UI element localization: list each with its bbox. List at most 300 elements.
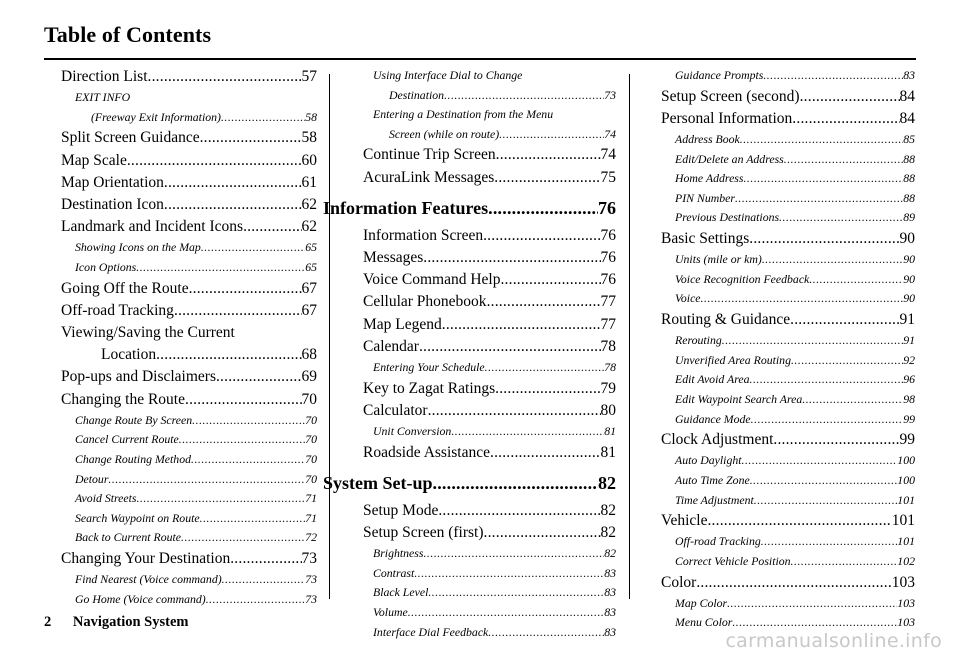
dot-leader (809, 270, 903, 290)
dot-leader (433, 470, 598, 496)
toc-subentry (61, 411, 317, 431)
toc-entry (61, 389, 317, 411)
toc-page-number: 103 (897, 615, 915, 630)
dot-leader (408, 603, 604, 623)
toc-subentry (61, 528, 317, 548)
dot-leader (751, 410, 904, 430)
toc-page-number: 71 (305, 491, 317, 506)
dot-leader (735, 189, 903, 209)
toc-subentry (661, 169, 915, 189)
toc-subentry (661, 410, 915, 430)
toc-page-number: 78 (600, 337, 616, 355)
toc-entry-title: Entering Your Schedule (373, 360, 485, 374)
toc-entry (343, 269, 616, 291)
toc-page-number: 73 (305, 572, 317, 587)
toc-section-heading (323, 470, 616, 496)
dot-leader (791, 552, 898, 572)
dot-leader (750, 471, 898, 491)
toc-entry-title: Black Level (373, 585, 429, 600)
toc-subentry (343, 564, 616, 584)
toc-entry (343, 167, 616, 189)
dot-leader (201, 238, 305, 258)
toc-entry-title: Entering a Destination from the Menu (373, 107, 554, 122)
toc-entry-title: Screen (while on route) (389, 126, 500, 141)
toc-column-2 (323, 66, 616, 642)
dot-leader (762, 250, 903, 270)
toc-page-number: 83 (604, 604, 616, 619)
toc-entry-title: Off-road Tracking (675, 534, 761, 549)
dot-leader (740, 130, 903, 150)
toc-subentry (661, 208, 915, 228)
toc-entry (61, 548, 317, 570)
dot-leader (727, 594, 897, 614)
dot-leader (200, 509, 306, 529)
page-title: Table of Contents (44, 22, 212, 47)
dot-leader (136, 258, 305, 278)
toc-page-number: 68 (301, 346, 317, 364)
toc-page-number: 71 (305, 510, 317, 525)
toc-subentry (61, 489, 317, 509)
toc-entry-title: Routing & Guidance (661, 310, 791, 328)
toc-entry (343, 378, 616, 400)
toc-entry (61, 278, 317, 300)
toc-entry (61, 366, 317, 388)
column-divider (629, 74, 630, 599)
toc-entry (343, 144, 616, 166)
toc-entry-title: Personal Information (661, 109, 793, 127)
toc-subentry (661, 451, 915, 471)
toc-page-number: 88 (903, 151, 915, 166)
toc-subentry (61, 570, 317, 590)
toc-entry (61, 344, 317, 366)
toc-page-number: 73 (604, 87, 616, 102)
toc-page-number: 103 (891, 573, 915, 591)
toc-entry (61, 172, 317, 194)
toc-page-number: 84 (899, 87, 915, 105)
toc-entry-title: Changing the Route (61, 390, 185, 408)
toc-entry-title: Landmark and Incident Icons (61, 218, 244, 236)
toc-entry-title: Cellular Phonebook (363, 293, 487, 311)
dot-leader (490, 442, 601, 464)
toc-page-number: 91 (903, 333, 915, 348)
toc-subentry (343, 66, 616, 86)
toc-entry (61, 194, 317, 216)
toc-page-number: 70 (305, 432, 317, 447)
dot-leader (438, 500, 600, 522)
toc-page-number: 77 (600, 293, 616, 311)
toc-entry (661, 86, 915, 108)
toc-page-number: 61 (301, 173, 317, 191)
toc-entry-title: Unverified Area Routing (675, 352, 791, 367)
toc-entry-title: Guidance Mode (675, 411, 751, 426)
toc-page-number: 100 (897, 472, 915, 487)
footer-section-title: Navigation System (72, 614, 189, 630)
toc-entry-title: Setup Screen (second) (661, 87, 800, 105)
toc-subentry (343, 623, 616, 643)
toc-page-number: 69 (301, 368, 317, 386)
toc-page-number: 89 (903, 210, 915, 225)
dot-leader (784, 150, 903, 170)
toc-page-number: 83 (903, 68, 915, 82)
toc-entry (343, 500, 616, 522)
toc-page-number: 88 (903, 171, 915, 186)
toc-entry-title: Key to Zagat Ratings (363, 379, 496, 397)
toc-page-number: 80 (600, 401, 616, 419)
toc-entry-title: Setup Mode (363, 501, 439, 519)
toc-entry-title: Location (101, 346, 157, 364)
toc-entry-title: Brightness (373, 546, 424, 561)
toc-entry (61, 322, 317, 344)
toc-entry-title: PIN Number (675, 190, 735, 205)
dot-leader (722, 331, 903, 351)
toc-page-number: 103 (897, 595, 915, 610)
toc-entry-title: Units (mile or km) (675, 252, 762, 267)
toc-entry-title: Interface Dial Feedback (373, 624, 489, 639)
dot-leader (750, 370, 904, 390)
toc-entry-title: EXIT INFO (75, 90, 131, 105)
dot-leader (179, 430, 305, 450)
toc-entry-title: Changing Your Destination (61, 549, 231, 567)
toc-entry (343, 522, 616, 544)
toc-entry-title: Back to Current Route (75, 530, 182, 545)
toc-subentry (661, 370, 915, 390)
toc-page-number: 70 (301, 390, 317, 408)
toc-subentry (61, 430, 317, 450)
toc-page-number: 60 (301, 151, 317, 169)
dot-leader (221, 108, 305, 128)
toc-page-number: 99 (899, 431, 915, 449)
toc-entry-title: Messages (363, 248, 424, 266)
dot-leader (484, 522, 601, 544)
toc-subentry (661, 66, 915, 86)
toc-page-number: 76 (598, 197, 616, 218)
toc-page-number: 85 (903, 132, 915, 146)
toc-entry-title: Go Home (Voice command) (75, 591, 206, 606)
toc-subentry (61, 258, 317, 278)
toc-page-number: 101 (897, 492, 915, 507)
page-footer (44, 614, 188, 631)
column-divider (329, 74, 330, 599)
dot-leader (230, 548, 301, 570)
toc-subentry (343, 86, 616, 106)
dot-leader (419, 336, 601, 358)
toc-entry-title: Detour (75, 471, 109, 486)
toc-page-number: 83 (604, 565, 616, 580)
dot-leader (442, 314, 601, 336)
dot-leader (792, 108, 899, 130)
toc-entry-title: Map Legend (363, 315, 442, 333)
dot-leader (754, 491, 898, 511)
toc-page-number: 76 (600, 248, 616, 266)
toc-page-number: 70 (305, 471, 317, 486)
toc-subentry (661, 351, 915, 371)
toc-entry-title: Change Route By Screen (75, 412, 193, 427)
toc-page-number: 88 (903, 190, 915, 205)
toc-entry-title: Off-road Tracking (61, 301, 174, 319)
dot-leader (216, 366, 302, 388)
toc-entry-title: Contrast (373, 565, 415, 580)
dot-leader (743, 169, 903, 189)
toc-entry-title: Continue Trip Screen (363, 146, 496, 164)
toc-entry (661, 228, 915, 250)
toc-entry-title: Destination (389, 87, 445, 102)
dot-leader (696, 572, 891, 594)
toc-page-number: 58 (305, 109, 317, 124)
toc-page-number: 101 (897, 534, 915, 549)
toc-page-number: 90 (899, 229, 915, 247)
toc-subentry (661, 390, 915, 410)
dot-leader (494, 167, 600, 189)
toc-entry-title: Roadside Assistance (363, 443, 490, 461)
toc-entry-title: Search Waypoint on Route (75, 510, 200, 525)
toc-subentry (343, 544, 616, 564)
toc-subentry (661, 189, 915, 209)
toc-subentry (61, 88, 317, 108)
toc-page-number: 75 (600, 168, 616, 186)
toc-subentry (661, 289, 915, 309)
toc-entry-title: Correct Vehicle Position (675, 553, 791, 568)
toc-subentry (61, 470, 317, 490)
toc-page-number: 90 (903, 291, 915, 306)
toc-entry (661, 429, 915, 451)
dot-leader (742, 451, 898, 471)
toc-page-number: 78 (604, 360, 616, 374)
toc-subentry (661, 552, 915, 572)
toc-subentry (661, 150, 915, 170)
toc-entry (343, 247, 616, 269)
toc-subentry (343, 603, 616, 623)
toc-subentry (661, 471, 915, 491)
toc-entry-title: Unit Conversion (373, 424, 452, 438)
toc-page-number: 81 (600, 443, 616, 461)
toc-subentry (343, 583, 616, 603)
dot-leader (164, 172, 302, 194)
dot-leader (444, 86, 604, 106)
toc-entry-title: Edit Waypoint Search Area (675, 391, 803, 406)
toc-entry-title: Information Screen (363, 226, 484, 244)
toc-entry-title: Rerouting (675, 333, 722, 348)
toc-entry-title: Menu Color (675, 615, 733, 630)
dot-leader (779, 208, 903, 228)
dot-leader (483, 225, 600, 247)
toc-entry-title: Voice Command Help (363, 271, 501, 289)
toc-entry-title: Avoid Streets (75, 491, 137, 506)
toc-page-number: 91 (899, 310, 915, 328)
toc-section-heading (323, 195, 616, 221)
toc-subentry (61, 590, 317, 610)
toc-entry-title: AcuraLink Messages (363, 168, 495, 186)
dot-leader (181, 528, 305, 548)
toc-entry (343, 291, 616, 313)
toc-entry (343, 225, 616, 247)
dot-leader (761, 532, 898, 552)
toc-page-number: 102 (897, 553, 915, 568)
dot-leader (243, 216, 301, 238)
toc-entry-title: Viewing/Saving the Current (61, 324, 235, 341)
toc-entry (343, 314, 616, 336)
toc-subentry (661, 331, 915, 351)
toc-page-number: 73 (301, 549, 317, 567)
toc-page-number: 74 (600, 146, 616, 164)
dot-leader (206, 590, 305, 610)
toc-subentry (661, 594, 915, 614)
toc-entry (343, 442, 616, 464)
toc-column-1 (61, 66, 317, 609)
toc-page-number: 99 (903, 411, 915, 426)
dot-leader (488, 195, 598, 221)
toc-entry-title: Icon Options (75, 260, 137, 274)
toc-entry (61, 127, 317, 149)
watermark: carmanualsonline.info (725, 630, 942, 652)
dot-leader (185, 389, 302, 411)
toc-page-number: 67 (301, 279, 317, 297)
toc-subentry (661, 130, 915, 150)
toc-page-number: 62 (301, 218, 317, 236)
toc-entry-title: Direction List (61, 68, 148, 85)
dot-leader (451, 422, 604, 442)
toc-entry (661, 510, 915, 532)
dot-leader (773, 429, 899, 451)
toc-entry-title: Calculator (363, 401, 428, 419)
toc-entry-title: Destination Icon (61, 196, 164, 213)
dot-leader (127, 150, 302, 172)
toc-page-number: 67 (301, 301, 317, 319)
dot-leader (192, 411, 305, 431)
toc-entry-title: Previous Destinations (675, 210, 780, 225)
toc-subentry (343, 105, 616, 125)
toc-subentry (61, 238, 317, 258)
dot-leader (148, 66, 302, 88)
toc-page-number: 76 (600, 271, 616, 289)
toc-subentry (343, 422, 616, 442)
dot-leader (487, 291, 601, 313)
dot-leader (200, 127, 302, 149)
toc-page-number: 70 (305, 412, 317, 427)
toc-entry (661, 572, 915, 594)
toc-entry-title: Change Routing Method (75, 452, 191, 466)
toc-subentry (661, 250, 915, 270)
dot-leader (485, 358, 605, 378)
toc-column-3 (661, 66, 915, 633)
dot-leader (496, 144, 601, 166)
toc-entry (661, 309, 915, 331)
toc-page-number: 83 (604, 585, 616, 600)
toc-page-number: 82 (600, 524, 616, 541)
toc-page-number: 81 (604, 424, 616, 438)
toc-page-number: 84 (899, 109, 915, 127)
dot-leader (191, 450, 305, 470)
toc-subentry (61, 509, 317, 529)
toc-entry-title: Color (661, 573, 697, 591)
toc-page-number: 82 (600, 501, 616, 519)
dot-leader (164, 194, 302, 216)
toc-entry-title: Edit Avoid Area (675, 372, 750, 387)
dot-leader (108, 470, 305, 490)
toc-entry (61, 66, 317, 88)
dot-leader (707, 510, 891, 532)
toc-page-number: 70 (305, 452, 317, 466)
title-rule (44, 58, 916, 60)
toc-entry-title: Map Scale (61, 151, 127, 169)
dot-leader (174, 300, 302, 322)
toc-page-number: 96 (903, 372, 915, 387)
dot-leader (500, 269, 600, 291)
toc-entry-title: Map Orientation (61, 173, 164, 191)
toc-entry-title: Find Nearest (Voice command) (75, 572, 222, 587)
dot-leader (428, 400, 601, 422)
dot-leader (488, 623, 604, 643)
dot-leader (136, 489, 305, 509)
toc-entry-title: Using Interface Dial to Change (373, 68, 523, 82)
toc-entry (661, 108, 915, 130)
toc-entry (343, 400, 616, 422)
toc-entry-title: Voice (675, 291, 701, 306)
toc-entry-title: Home Address (675, 171, 744, 186)
toc-page-number: 98 (903, 391, 915, 406)
dot-leader (423, 544, 604, 564)
toc-subentry (661, 270, 915, 290)
toc-entry (61, 150, 317, 172)
toc-entry-title: Edit/Delete an Address (675, 151, 784, 166)
dot-leader (414, 564, 604, 584)
dot-leader (791, 351, 903, 371)
dot-leader (802, 390, 903, 410)
toc-page-number: 82 (598, 472, 616, 493)
dot-leader (790, 309, 899, 331)
dot-leader (763, 66, 903, 86)
toc-page-number: 90 (903, 271, 915, 286)
toc-subentry (61, 450, 317, 470)
toc-entry-title: Going Off the Route (61, 279, 189, 297)
toc-page-number: 72 (305, 530, 317, 545)
toc-page-number: 76 (600, 226, 616, 244)
toc-page-number: 65 (305, 240, 317, 255)
toc-page-number: 82 (604, 546, 616, 561)
dot-leader (495, 378, 600, 400)
toc-entry-title: Basic Settings (661, 229, 750, 247)
toc-entry-title: Showing Icons on the Map (75, 240, 201, 255)
toc-page-number: 101 (891, 512, 915, 530)
dot-leader (222, 570, 306, 590)
dot-leader (701, 289, 904, 309)
toc-subentry (61, 108, 317, 128)
page-number: 2 (44, 614, 52, 630)
toc-entry (61, 216, 317, 238)
toc-entry (61, 300, 317, 322)
toc-page-number: 62 (301, 196, 317, 213)
toc-entry-title: Information Features (323, 197, 489, 218)
toc-page-number: 92 (903, 352, 915, 367)
toc-subentry (661, 491, 915, 511)
dot-leader (156, 344, 301, 366)
toc-entry-title: Cancel Current Route (75, 432, 179, 447)
dot-leader (499, 125, 604, 145)
toc-page-number: 58 (301, 129, 317, 147)
toc-entry-title: Calendar (363, 337, 419, 355)
toc-page-number: 73 (305, 591, 317, 606)
toc-page-number: 83 (604, 624, 616, 639)
toc-entry (343, 336, 616, 358)
toc-entry-title: Address Book (675, 132, 740, 146)
toc-entry-title: Volume (373, 604, 408, 619)
toc-page-number: 74 (604, 126, 616, 141)
toc-page-number: 57 (301, 68, 317, 85)
toc-entry-title: (Freeway Exit Information) (91, 109, 221, 124)
toc-page-number: 65 (305, 260, 317, 274)
toc-entry-title: Guidance Prompts (675, 68, 764, 82)
toc-page-number: 77 (600, 315, 616, 333)
toc-entry-title: Voice Recognition Feedback (675, 271, 810, 286)
